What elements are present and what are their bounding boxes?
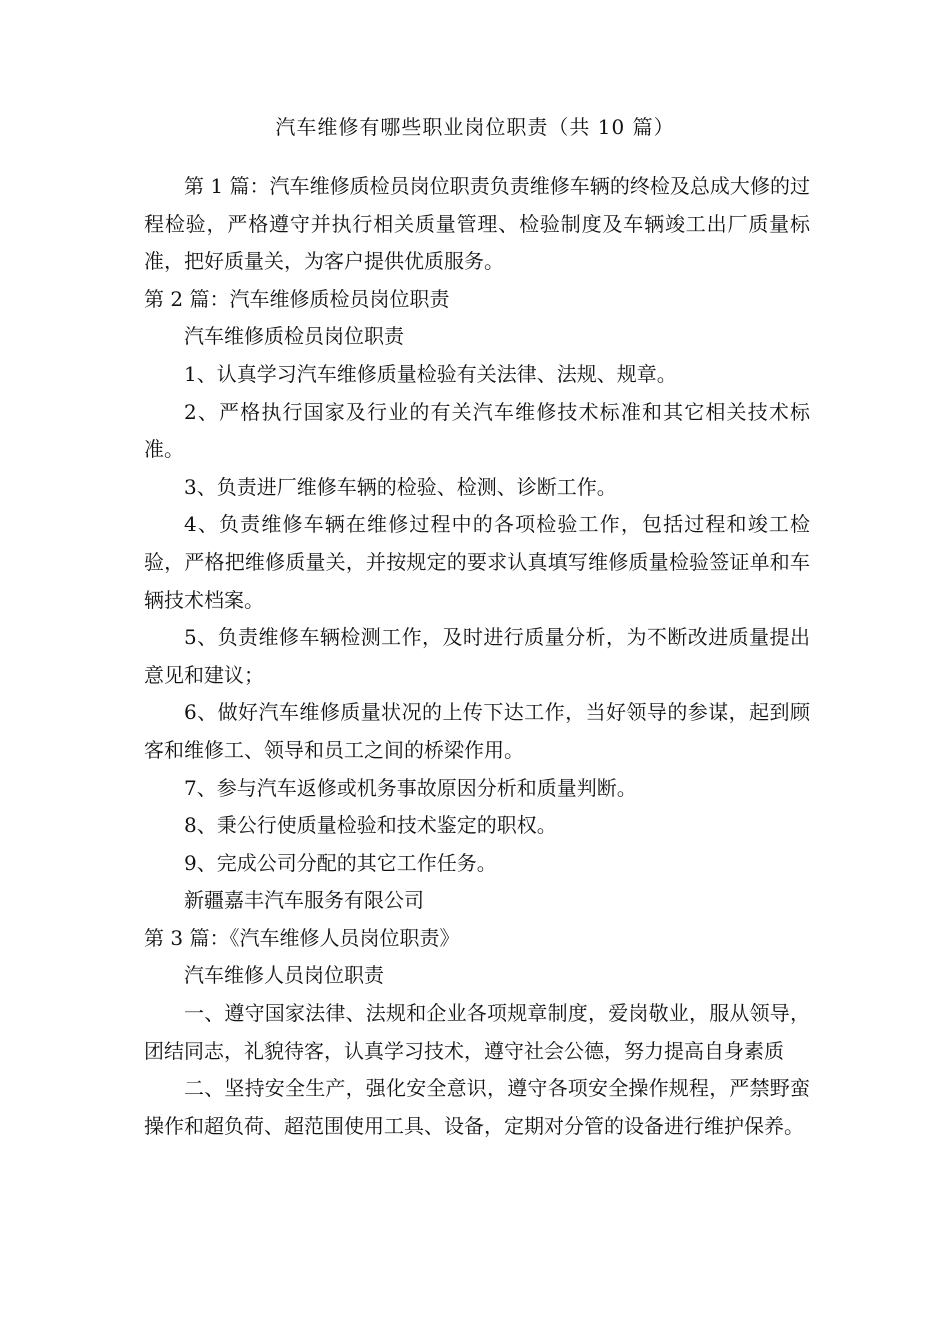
paragraph-1: 第 1 篇：汽车维修质检员岗位职责负责维修车辆的终检及总成大修的过程检验，严格遵守并执行相关质量管理、检验制度及车辆竣工出厂质量标准，把好质量关，为客户提供优质服务。 <box>144 174 810 274</box>
company-signature: 新疆嘉丰汽车服务有限公司 <box>184 888 424 913</box>
subheading-2: 汽车维修质检员岗位职责 <box>184 324 404 349</box>
list-item-8: 8、秉公行使质量检验和技术鉴定的职权。 <box>184 813 557 838</box>
list-item-7: 7、参与汽车返修或机务事故原因分析和质量判断。 <box>184 775 637 800</box>
section-heading-2: 第 2 篇：汽车维修质检员岗位职责 <box>144 286 450 311</box>
list-item-1: 1、认真学习汽车维修质量检验有关法律、法规、规章。 <box>184 361 677 386</box>
duty-item-1: 一、遵守国家法律、法规和企业各项规章制度，爱岗敬业，服从领导，团结同志，礼貌待客，认真学习技术，遵守社会公德，努力提高自身素质 <box>144 1001 810 1063</box>
document-title: 汽车维修有哪些职业岗位职责（共 10 篇） <box>275 115 675 139</box>
list-item-9: 9、完成公司分配的其它工作任务。 <box>184 850 497 875</box>
document-body <box>144 168 810 1145</box>
list-item-2: 2、严格执行国家及行业的有关汽车维修技术标准和其它相关技术标准。 <box>144 399 810 462</box>
list-item-6: 6、做好汽车维修质量状况的上传下达工作，当好领导的参谋，起到顾客和维修工、领导和员工之间的桥梁作用。 <box>144 700 810 762</box>
section-heading-3: 第 3 篇：《汽车维修人员岗位职责》 <box>144 925 460 950</box>
list-item-3: 3、负责进厂维修车辆的检验、检测、诊断工作。 <box>184 474 617 499</box>
list-item-4: 4、负责维修车辆在维修过程中的各项检验工作，包括过程和竣工检验，严格把维修质量关，并按规定的要求认真填写维修质量检验签证单和车辆技术档案。 <box>144 512 810 612</box>
list-item-5: 5、负责维修车辆检测工作，及时进行质量分析，为不断改进质量提出意见和建议； <box>144 625 810 687</box>
subheading-3: 汽车维修人员岗位职责 <box>184 963 384 988</box>
duty-item-2: 二、坚持安全生产，强化安全意识，遵守各项安全操作规程，严禁野蛮操作和超负荷、超范围使用工具、设备，定期对分管的设备进行维护保养。 <box>144 1076 810 1138</box>
